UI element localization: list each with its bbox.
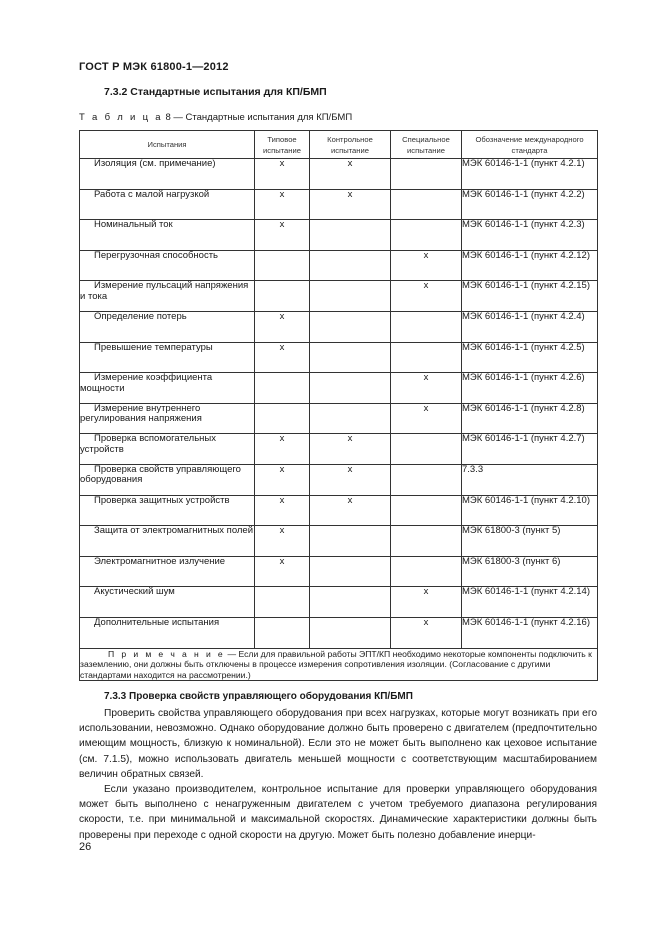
cell-ref: МЭК 60146-1-1 (пункт 4.2.8) (462, 403, 598, 434)
cell-special (391, 220, 462, 251)
cell-name: Работа с малой нагрузкой (80, 189, 255, 220)
cell-name: Электромагнитное излучение (80, 556, 255, 587)
cell-special (391, 189, 462, 220)
cell-type: x (255, 526, 310, 557)
cell-name: Измерение пульсаций напряжения и тока (80, 281, 255, 312)
cell-ref: МЭК 60146-1-1 (пункт 4.2.7) (462, 434, 598, 465)
cell-control: x (310, 495, 391, 526)
cell-control: x (310, 159, 391, 190)
table-row (80, 556, 598, 587)
cell-special (391, 342, 462, 373)
cell-special: x (391, 250, 462, 281)
cell-special (391, 556, 462, 587)
cell-special: x (391, 617, 462, 648)
cell-name: Измерение внутреннего регулирования напряжения (80, 403, 255, 434)
cell-type: x (255, 220, 310, 251)
subsection-title: 7.3.3 Проверка свойств управляющего оборудования КП/БМП (104, 691, 413, 702)
cell-ref: МЭК 60146-1-1 (пункт 4.2.4) (462, 311, 598, 342)
cell-name: Перегрузочная способность (80, 250, 255, 281)
cell-special (391, 311, 462, 342)
cell-special (391, 159, 462, 190)
cell-control: x (310, 189, 391, 220)
table-body (80, 159, 598, 649)
cell-ref: МЭК 61800-3 (пункт 6) (462, 556, 598, 587)
cell-type: x (255, 464, 310, 495)
cell-name: Проверка защитных устройств (80, 495, 255, 526)
table-caption (79, 112, 352, 123)
cell-control (310, 403, 391, 434)
cell-special (391, 434, 462, 465)
cell-name: Проверка вспомогательных устройств (80, 434, 255, 465)
table-row (80, 159, 598, 190)
table-row (80, 617, 598, 648)
cell-special: x (391, 403, 462, 434)
cell-control (310, 220, 391, 251)
cell-type: x (255, 159, 310, 190)
cell-control (310, 342, 391, 373)
cell-name: Превышение температуры (80, 342, 255, 373)
note-label: П р и м е ч а н и е (108, 648, 226, 659)
cell-special: x (391, 587, 462, 618)
cell-type (255, 403, 310, 434)
cell-type (255, 373, 310, 404)
header-control: Контрольное испытание (310, 131, 391, 159)
table-row (80, 311, 598, 342)
cell-control (310, 617, 391, 648)
cell-name: Определение потерь (80, 311, 255, 342)
cell-name: Защита от электромагнитных полей (80, 526, 255, 557)
cell-ref: МЭК 60146-1-1 (пункт 4.2.12) (462, 250, 598, 281)
cell-name: Акустический шум (80, 587, 255, 618)
table-row (80, 495, 598, 526)
cell-type (255, 617, 310, 648)
standard-tests-table (79, 130, 598, 681)
cell-ref: МЭК 60146-1-1 (пункт 4.2.10) (462, 495, 598, 526)
cell-type: x (255, 311, 310, 342)
cell-name: Проверка свойств управляющего оборудования (80, 464, 255, 495)
paragraph: Проверить свойства управляющего оборудования при всех нагрузках, которые могут возникать при его использовании, невозможно. Однако оборудование должно быть проверено с двигателем (предпочтительно имеющим мощность, близкую к номинальной). Если это не может быть выполнено как цеховое испытание (см. 7.1.5), можно использовать двигатель меньшей мощности с соответствующим масштабированием величин обратных связей. (79, 708, 597, 780)
cell-type: x (255, 556, 310, 587)
cell-name: Дополнительные испытания (80, 617, 255, 648)
cell-name: Изоляция (см. примечание) (80, 159, 255, 190)
header-designation: Обозначение международного стандарта (462, 131, 598, 159)
cell-control (310, 250, 391, 281)
table-row (80, 342, 598, 373)
cell-ref: МЭК 60146-1-1 (пункт 4.2.6) (462, 373, 598, 404)
table-row (80, 250, 598, 281)
note-text: — Если для правильной работы ЭПТ/КП необходимо некоторые компоненты подключить к заземлению, они должны быть отключены в процессе измерения сопротивления изоляции. (Согласование с другими стандартами находится на рассмотрении.) (80, 648, 592, 680)
cell-type: x (255, 434, 310, 465)
cell-ref: МЭК 60146-1-1 (пункт 4.2.1) (462, 159, 598, 190)
section-title: 7.3.2 Стандартные испытания для КП/БМП (104, 86, 327, 98)
cell-ref: МЭК 60146-1-1 (пункт 4.2.5) (462, 342, 598, 373)
table-note (80, 648, 598, 681)
table-caption-label: Т а б л и ц а (79, 112, 163, 123)
table-caption-text: 8 — Стандартные испытания для КП/БМП (165, 112, 353, 123)
cell-ref: МЭК 60146-1-1 (пункт 4.2.16) (462, 617, 598, 648)
header-test: Испытания (80, 131, 255, 159)
document-header: ГОСТ Р МЭК 61800-1—2012 (79, 61, 229, 73)
cell-control (310, 587, 391, 618)
cell-special (391, 464, 462, 495)
table-row (80, 373, 598, 404)
table-row (80, 587, 598, 618)
cell-control (310, 526, 391, 557)
cell-type (255, 587, 310, 618)
table-row (80, 403, 598, 434)
table-row (80, 526, 598, 557)
cell-control (310, 373, 391, 404)
cell-ref: МЭК 60146-1-1 (пункт 4.2.2) (462, 189, 598, 220)
cell-control: x (310, 434, 391, 465)
cell-type (255, 250, 310, 281)
paragraph: Если указано производителем, контрольное испытание для проверки управляющего оборудования может быть выполнено с ненагруженным двигателем с учетом требуемого диапазона регулирования скорости, т.е. при минимальной и максимальной скоростях. Динамические характеристики должны быть проверены при переходе с одной скорости на другую. Может быть полезно добавление инерци- (79, 784, 597, 841)
cell-control: x (310, 464, 391, 495)
cell-control (310, 556, 391, 587)
table-row (80, 189, 598, 220)
table-header-row (80, 131, 598, 159)
header-type: Типовое испытание (255, 131, 310, 159)
cell-special: x (391, 281, 462, 312)
cell-ref: МЭК 60146-1-1 (пункт 4.2.15) (462, 281, 598, 312)
cell-name: Измерение коэффициента мощности (80, 373, 255, 404)
cell-special: x (391, 373, 462, 404)
cell-type: x (255, 342, 310, 373)
cell-control (310, 281, 391, 312)
cell-special (391, 495, 462, 526)
table-note-row (80, 648, 598, 681)
cell-ref: МЭК 61800-3 (пункт 5) (462, 526, 598, 557)
page-number: 26 (79, 841, 92, 853)
cell-ref: МЭК 60146-1-1 (пункт 4.2.14) (462, 587, 598, 618)
table-row (80, 434, 598, 465)
body-text (79, 706, 597, 843)
table-row (80, 281, 598, 312)
table-row (80, 464, 598, 495)
cell-type: x (255, 495, 310, 526)
cell-type (255, 281, 310, 312)
cell-control (310, 311, 391, 342)
cell-ref: 7.3.3 (462, 464, 598, 495)
cell-special (391, 526, 462, 557)
cell-ref: МЭК 60146-1-1 (пункт 4.2.3) (462, 220, 598, 251)
table-row (80, 220, 598, 251)
header-special: Специальное испытание (391, 131, 462, 159)
cell-name: Номинальный ток (80, 220, 255, 251)
cell-type: x (255, 189, 310, 220)
